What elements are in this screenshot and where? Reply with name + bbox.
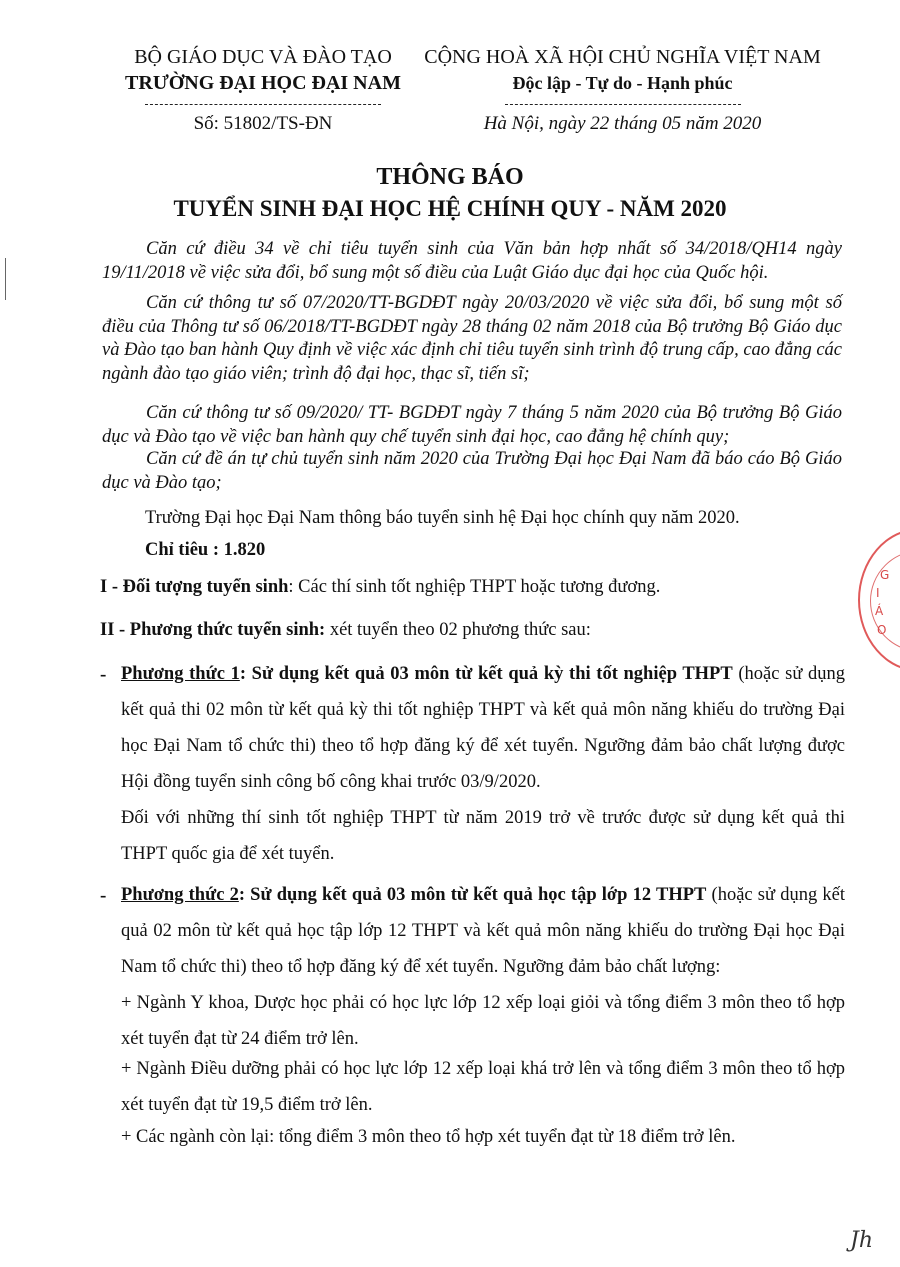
section-2-label: II - Phương thức tuyển sinh: bbox=[100, 620, 326, 640]
method-1-heading: : Sử dụng kết quả 03 môn từ kết quả kỳ thi tốt nghiệp THPT bbox=[239, 664, 733, 684]
method-1-note-text: Đối với những thí sinh tốt nghiệp THPT từ năm 2019 trở về trước được sử dụng kết quả thi THPT quốc gia để xét tuyển. bbox=[121, 808, 845, 864]
basis-text-4: Căn cứ đề án tự chủ tuyển sinh năm 2020 của Trường Đại học Đại Nam đã báo cáo Bộ Giáo dục và Đào tạo; bbox=[102, 449, 842, 493]
document-number: Số: 51802/TS-ĐN bbox=[193, 113, 333, 134]
basis-text-3: Căn cứ thông tư số 09/2020/ TT- BGDĐT ngày 7 tháng 5 năm 2020 của Bộ trưởng Bộ Giáo dục và Đào tạo về việc ban hành quy chế tuyển sinh đại học, cao đẳng hệ chính quy; bbox=[102, 403, 842, 447]
method-1-bullet: - bbox=[100, 664, 107, 685]
stamp-letter: O bbox=[877, 623, 887, 637]
issue-date: Hà Nội, ngày 22 tháng 05 năm 2020 bbox=[483, 113, 762, 134]
stamp-letter: Á bbox=[875, 604, 884, 618]
section-target-applicants bbox=[100, 577, 845, 598]
document-subtitle: TUYỂN SINH ĐẠI HỌC HỆ CHÍNH QUY - NĂM 2020 bbox=[173, 196, 727, 221]
method-1-paragraph bbox=[121, 656, 845, 800]
scan-margin-line bbox=[5, 258, 6, 300]
quota-text: Chỉ tiêu : 1.820 bbox=[145, 540, 266, 560]
method-2-label: Phương thức 2 bbox=[121, 885, 239, 905]
method-2-text: (hoặc sử dụng kết quả 02 môn từ kết quả học tập lớp 12 THPT và kết quả môn năng khiếu do trường Đại học Đại Nam tổ chức thi) theo tổ hợp đăng ký để xét tuyển. Ngưỡng đảm bảo chất lượng: bbox=[121, 885, 845, 977]
document-title: THÔNG BÁO bbox=[376, 164, 524, 190]
university-name: TRƯỜNG ĐẠI HỌC ĐẠI NAM bbox=[125, 72, 401, 94]
intro-text: Trường Đại học Đại Nam thông báo tuyển sinh hệ Đại học chính quy năm 2020. bbox=[145, 508, 740, 528]
basis-paragraph-3 bbox=[102, 402, 842, 449]
basis-text-1: Căn cứ điều 34 về chỉ tiêu tuyển sinh của Văn bản hợp nhất số 34/2018/QH14 ngày 19/11/2018 về việc sửa đổi, bổ sung một số điều của Luật Giáo dục đại học của Quốc hội. bbox=[102, 239, 842, 283]
section-2-text: xét tuyển theo 02 phương thức sau: bbox=[325, 620, 591, 640]
basis-paragraph-2 bbox=[102, 292, 842, 386]
method-2-heading: : Sử dụng kết quả 03 môn từ kết quả học tập lớp 12 THPT bbox=[238, 885, 707, 905]
method-1-note bbox=[121, 800, 845, 872]
method-1-text: (hoặc sử dụng kết quả thi 02 môn từ kết quả kỳ thi tốt nghiệp THPT và kết quả môn năng khiếu do trường Đại học Đại Nam tổ chức thi) theo tổ hợp đăng ký để xét tuyển. Ngưỡng đảm bảo chất lượng được Hội đồng tuyển sinh công bố công khai trước 03/9/2020. bbox=[121, 664, 846, 792]
issuer-divider bbox=[145, 104, 381, 105]
motto: Độc lập - Tự do - Hạnh phúc bbox=[512, 73, 733, 93]
stamp-letter: G bbox=[880, 568, 890, 582]
country-name: CỘNG HOÀ XÃ HỘI CHỦ NGHĨA VIỆT NAM bbox=[424, 46, 821, 68]
basis-paragraph-1 bbox=[102, 238, 842, 285]
section-1-text: : Các thí sinh tốt nghiệp THPT hoặc tương đương. bbox=[288, 577, 661, 597]
ministry-name: BỘ GIÁO DỤC VÀ ĐÀO TẠO bbox=[134, 46, 392, 68]
basis-paragraph-4 bbox=[102, 448, 842, 495]
stamp-letter: I bbox=[876, 586, 880, 600]
basis-text-2: Căn cứ thông tư số 07/2020/TT-BGDĐT ngày 20/03/2020 về việc sửa đổi, bổ sung một số điều của Thông tư số 06/2018/TT-BGDĐT ngày 28 tháng 02 năm 2018 của Bộ trưởng Bộ Giáo dục và Đào tạo ban hành Quy định về việc xác định chỉ tiêu tuyển sinh trình độ trung cấp, cao đẳng các ngành đào tạo giáo viên; trình độ đại học, thạc sĩ, tiến sĩ; bbox=[102, 293, 842, 384]
method-2-bullet: - bbox=[100, 885, 107, 906]
section-1-label: I - Đối tượng tuyển sinh bbox=[100, 577, 289, 597]
motto-divider bbox=[505, 104, 741, 105]
issuer-block bbox=[108, 44, 418, 135]
section-admission-methods bbox=[100, 620, 845, 641]
national-motto-block bbox=[420, 44, 825, 135]
method-1-label: Phương thức 1 bbox=[121, 664, 240, 684]
handwritten-initials: Jh bbox=[850, 1228, 873, 1253]
method-2-criterion-1: + Ngành Y khoa, Dược học phải có học lực lớp 12 xếp loại giỏi và tổng điểm 3 môn theo tổ hợp xét tuyển đạt từ 24 điểm trở lên. bbox=[121, 993, 845, 1049]
method-2-criterion-3: + Các ngành còn lại: tổng điểm 3 môn theo tổ hợp xét tuyển đạt từ 18 điểm trở lên. bbox=[121, 1127, 736, 1147]
method-2-criterion-2: + Ngành Điều dưỡng phải có học lực lớp 12 xếp loại khá trở lên và tổng điểm 3 môn theo tổ hợp xét tuyển đạt từ 19,5 điểm trở lên. bbox=[121, 1059, 845, 1115]
method-2-paragraph bbox=[121, 877, 845, 985]
